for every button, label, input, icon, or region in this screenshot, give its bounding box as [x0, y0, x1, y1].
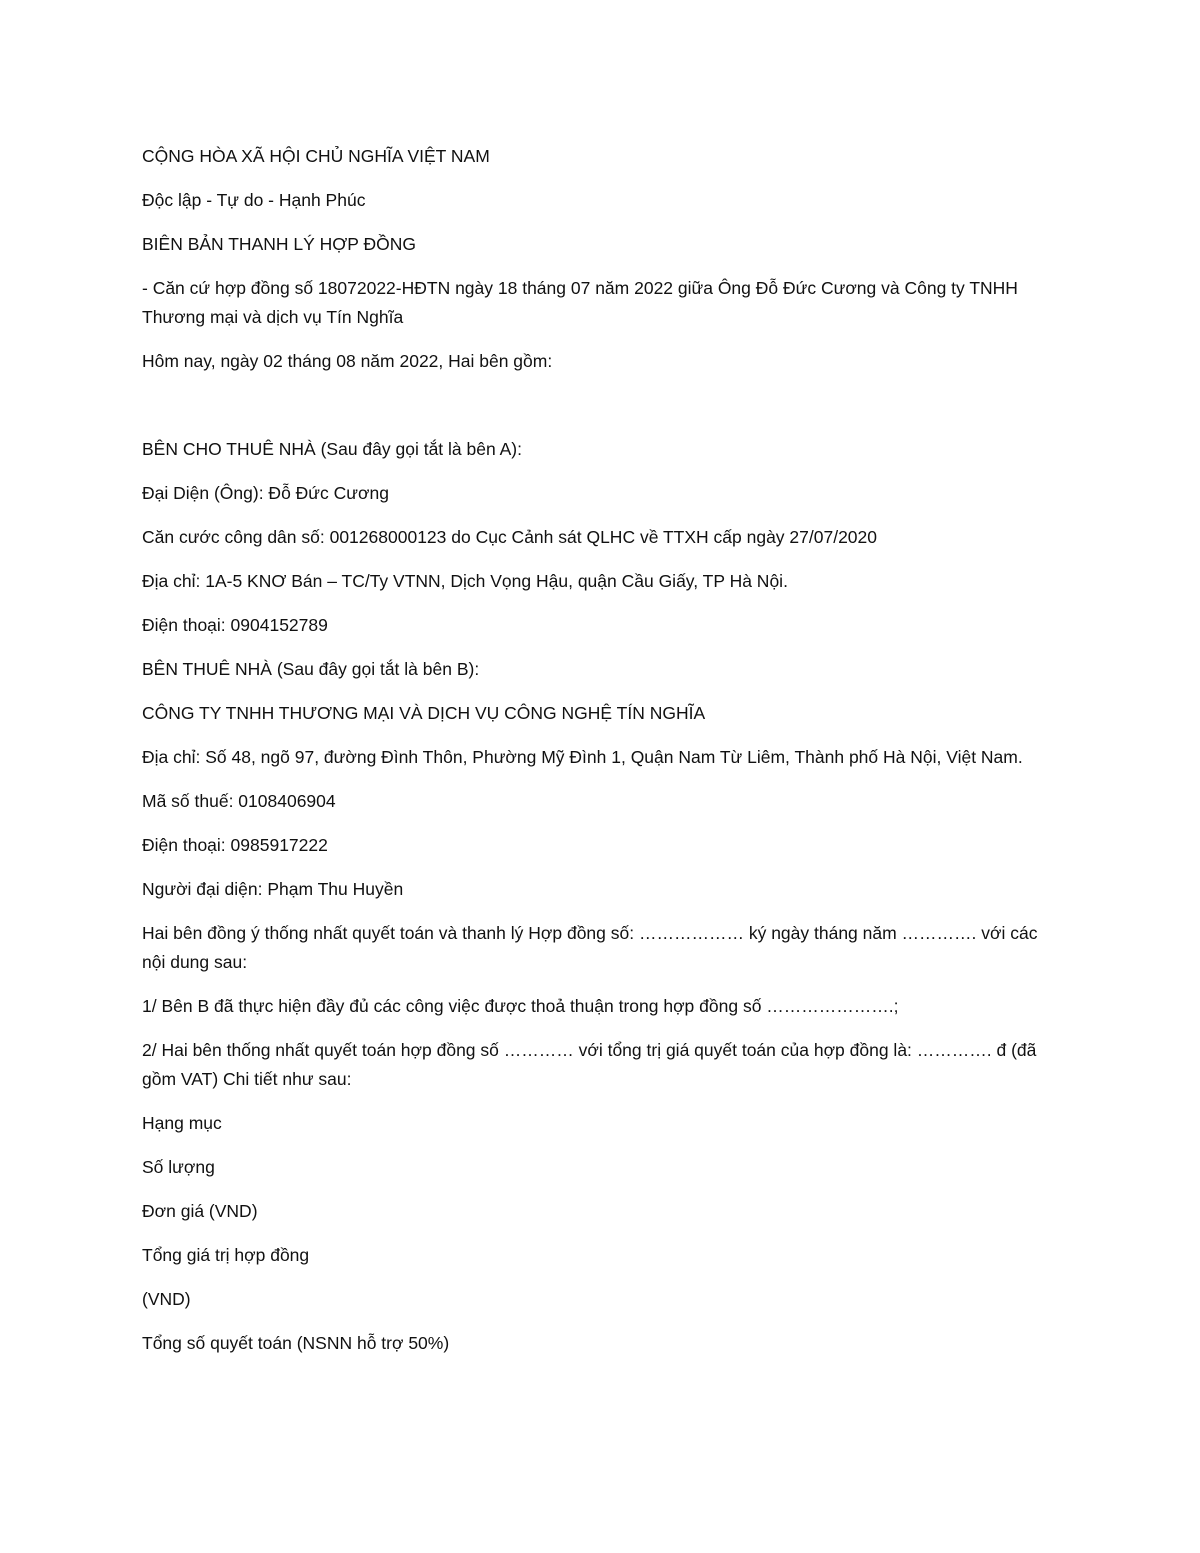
- party-a-address: Địa chỉ: 1A-5 KNƠ Bán – TC/Ty VTNN, Dịch Vọng Hậu, quận Cầu Giấy, TP Hà Nội.: [142, 571, 788, 591]
- table-label-unit-price: Đơn giá (VND): [142, 1201, 258, 1221]
- party-b-phone: Điện thoại: 0985917222: [142, 835, 328, 855]
- spacer: [142, 391, 1062, 435]
- table-label-currency: (VND): [142, 1289, 191, 1309]
- clause-1: 1/ Bên B đã thực hiện đầy đủ các công việc được thoả thuận trong hợp đồng số ………………….;: [142, 996, 899, 1016]
- date-statement: Hôm nay, ngày 02 tháng 08 năm 2022, Hai bên gồm:: [142, 351, 553, 371]
- party-b-tax-code: Mã số thuế: 0108406904: [142, 791, 336, 811]
- party-b-heading: BÊN THUÊ NHÀ (Sau đây gọi tắt là bên B):: [142, 659, 480, 679]
- party-a-id-card: Căn cước công dân số: 001268000123 do Cục Cảnh sát QLHC về TTXH cấp ngày 27/07/2020: [142, 527, 877, 547]
- party-b-address: Địa chỉ: Số 48, ngõ 97, đường Đình Thôn, Phường Mỹ Đình 1, Quận Nam Từ Liêm, Thành phố Hà Nội, Việt Nam.: [142, 747, 1023, 767]
- party-b-representative: Người đại diện: Phạm Thu Huyền: [142, 879, 404, 899]
- document-body: [142, 142, 1062, 1373]
- national-motto: Độc lập - Tự do - Hạnh Phúc: [142, 190, 366, 210]
- contract-basis: - Căn cứ hợp đồng số 18072022-HĐTN ngày 18 tháng 07 năm 2022 giữa Ông Đỗ Đức Cương và Công ty TNHH Thương mại và dịch vụ Tín Nghĩa: [142, 278, 1018, 327]
- table-label-quantity: Số lượng: [142, 1157, 215, 1177]
- agreement-statement: Hai bên đồng ý thống nhất quyết toán và thanh lý Hợp đồng số: ……………… ký ngày tháng năm …………. với các nội dung sau:: [142, 923, 1038, 972]
- national-header: CỘNG HÒA XÃ HỘI CHỦ NGHĨA VIỆT NAM: [142, 146, 490, 166]
- table-label-category: Hạng mục: [142, 1113, 222, 1133]
- party-a-phone: Điện thoại: 0904152789: [142, 615, 328, 635]
- table-label-settlement-total: Tổng số quyết toán (NSNN hỗ trợ 50%): [142, 1333, 450, 1353]
- table-label-contract-total: Tổng giá trị hợp đồng: [142, 1245, 310, 1265]
- party-a-representative: Đại Diện (Ông): Đỗ Đức Cương: [142, 483, 389, 503]
- document-title: BIÊN BẢN THANH LÝ HỢP ĐỒNG: [142, 234, 417, 254]
- party-b-company: CÔNG TY TNHH THƯƠNG MẠI VÀ DỊCH VỤ CÔNG NGHỆ TÍN NGHĨA: [142, 703, 706, 723]
- clause-2: 2/ Hai bên thống nhất quyết toán hợp đồng số ………… với tổng trị giá quyết toán của hợp đồng là: …………. đ (đã gồm VAT) Chi tiết như sau:: [142, 1040, 1037, 1089]
- party-a-heading: BÊN CHO THUÊ NHÀ (Sau đây gọi tắt là bên A):: [142, 439, 522, 459]
